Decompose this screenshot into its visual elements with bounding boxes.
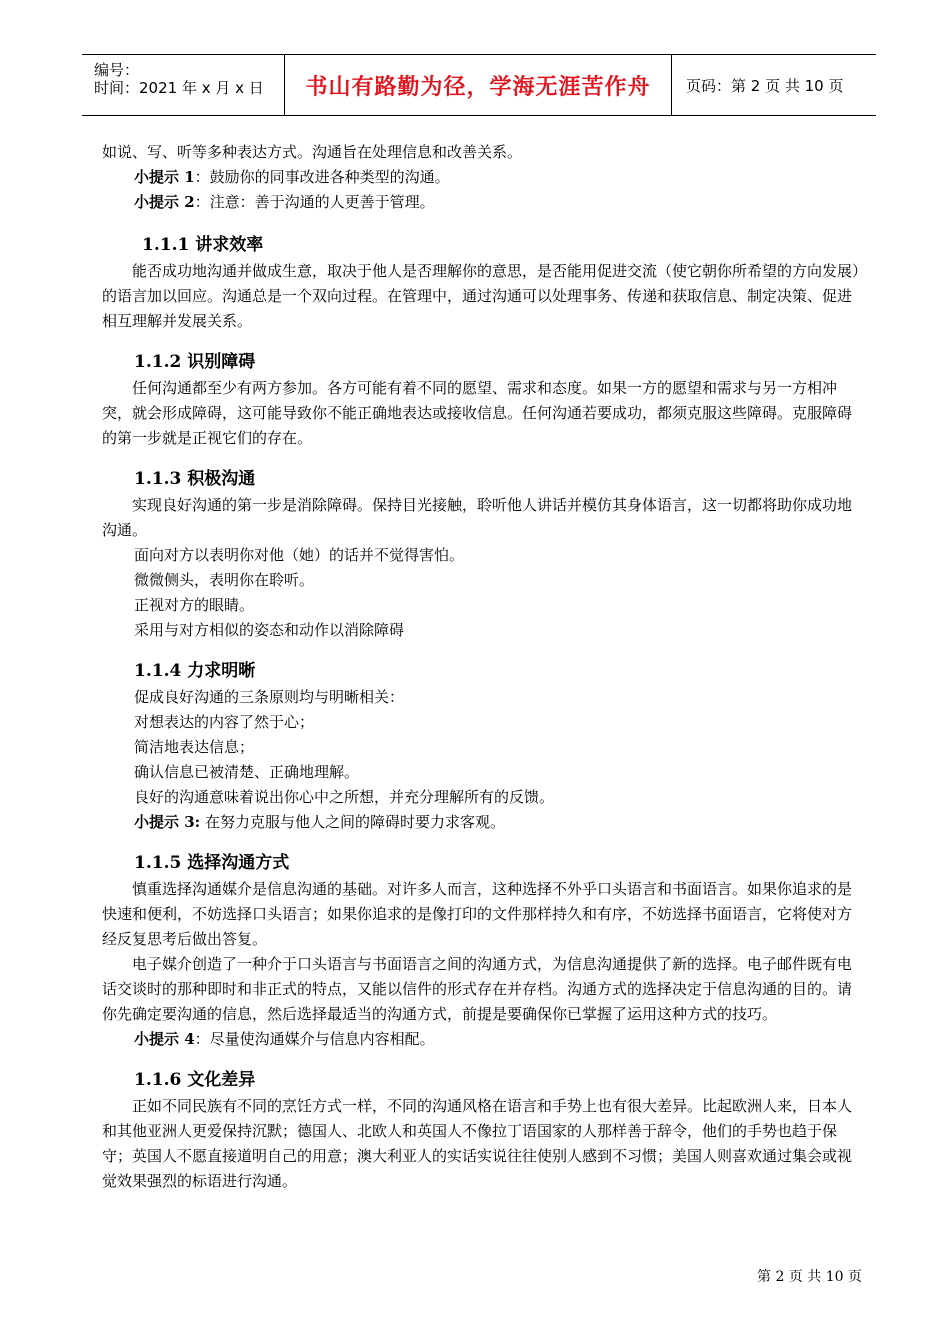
section-1-1-4-intro: 促成良好沟通的三条原则均与明晰相关：	[134, 688, 405, 706]
header-motto: 书山有路勤为径，学海无涯苦作舟	[284, 55, 672, 115]
section-1-1-1-paragraph: 能否成功地沟通并做成生意，取决于他人是否理解你的意思，是否能用促进交流（使它朝你所希望的方向发展）的语言加以回应。沟通总是一个双向过程。在管理中，通过沟通可以处理事务、传递和获取信息、制定决策、促进相互理解并发展关系。	[102, 262, 860, 330]
section-1-1-5-paragraph-2: 电子媒介创造了一种介于口头语言与书面语言之间的沟通方式，为信息沟通提供了新的选择。电子邮件既有电话交谈时的那种即时和非正式的特点，又能以信件的形式存在并存档。沟通方式的选择决定于信息沟通的目的。请你先确定要沟通的信息，然后选择最适当的沟通方式，前提是要确保你已掌握了运用这种方式的技巧。	[102, 955, 853, 1023]
section-1-1-4-item-3: 确认信息已被清楚、正确地理解。	[134, 763, 360, 781]
section-heading-1-1-4: 1.1.4 力求明晰	[134, 661, 256, 681]
tip-3-text: 在努力克服与他人之间的障碍时要力求客观。	[200, 813, 505, 831]
section-1-1-4-item-1: 对想表达的内容了然于心；	[134, 713, 315, 731]
section-1-1-3-item-3: 正视对方的眼睛。	[134, 596, 255, 614]
intro-paragraph: 如说、写、听等多种表达方式。沟通旨在处理信息和改善关系。	[102, 143, 523, 161]
tip-1-label: 小提示 1	[134, 168, 195, 186]
section-1-1-3-paragraph: 实现良好沟通的第一步是消除障碍。保持目光接触，聆听他人讲话并模仿其身体语言，这一切都将助你成功地沟通。	[102, 496, 853, 539]
section-1-1-5-paragraph-1: 慎重选择沟通媒介是信息沟通的基础。对许多人而言，这种选择不外乎口头语言和书面语言。如果你追求的是快速和便利，不妨选择口头语言；如果你追求的是像打印的文件那样持久和有序，不妨选择书面语言，它将使对方经反复思考后做出答复。	[102, 880, 853, 948]
page-header	[82, 54, 876, 116]
document-body	[102, 140, 862, 1194]
section-1-1-6-paragraph: 正如不同民族有不同的烹饪方式一样，不同的沟通风格在语言和手势上也有很大差异。比起欧洲人来，日本人和其他亚洲人更爱保持沉默；德国人、北欧人和英国人不像拉丁语国家的人那样善于辞令，他们的手势也趋于保守；英国人不愿直接道明自己的用意；澳大利亚人的实话实说往往使别人感到不习惯；美国人则喜欢通过集会或视觉效果强烈的标语进行沟通。	[102, 1097, 853, 1190]
tip-2-label: 小提示 2	[134, 193, 195, 211]
tip-3-label: 小提示 3:	[134, 813, 201, 831]
header-page-number: 页码：第 2 页 共 10 页	[686, 76, 844, 95]
header-meta	[82, 55, 284, 115]
section-1-1-4-item-4: 良好的沟通意味着说出你心中之所想，并充分理解所有的反馈。	[134, 788, 555, 806]
section-1-1-4-item-2: 简洁地表达信息；	[134, 738, 255, 756]
tip-3	[102, 810, 862, 835]
section-1-1-3-item-1: 面向对方以表明你对他（她）的话并不觉得害怕。	[134, 546, 465, 564]
section-1-1-2-paragraph: 任何沟通都至少有两方参加。各方可能有着不同的愿望、需求和态度。如果一方的愿望和需求与另一方相冲突，就会形成障碍，这可能导致你不能正确地表达或接收信息。任何沟通若要成功，都须克服这些障碍。克服障碍的第一步就是正视它们的存在。	[102, 379, 853, 447]
document-time-label: 时间：2021 年 x 月 x 日	[94, 79, 264, 97]
section-heading-1-1-1: 1.1.1 讲求效率	[142, 235, 264, 255]
tip-1	[102, 165, 862, 190]
tip-2-text: ：注意：善于沟通的人更善于管理。	[194, 193, 435, 211]
section-1-1-3-item-4: 采用与对方相似的姿态和动作以消除障碍	[134, 621, 405, 639]
tip-4	[102, 1027, 862, 1052]
section-heading-1-1-3: 1.1.3 积极沟通	[134, 469, 256, 489]
section-heading-1-1-2: 1.1.2 识别障碍	[134, 352, 256, 372]
tip-4-text: ：尽量使沟通媒介与信息内容相配。	[194, 1030, 435, 1048]
document-number-label: 编号：	[94, 61, 140, 79]
section-1-1-3-item-2: 微微侧头，表明你在聆听。	[134, 571, 315, 589]
section-heading-1-1-6: 1.1.6 文化差异	[134, 1070, 256, 1090]
section-heading-1-1-5: 1.1.5 选择沟通方式	[134, 853, 290, 873]
tip-2	[102, 190, 862, 215]
tip-1-text: ：鼓励你的同事改进各种类型的沟通。	[194, 168, 450, 186]
page-footer-number: 第 2 页 共 10 页	[757, 1269, 862, 1285]
tip-4-label: 小提示 4	[134, 1030, 195, 1048]
